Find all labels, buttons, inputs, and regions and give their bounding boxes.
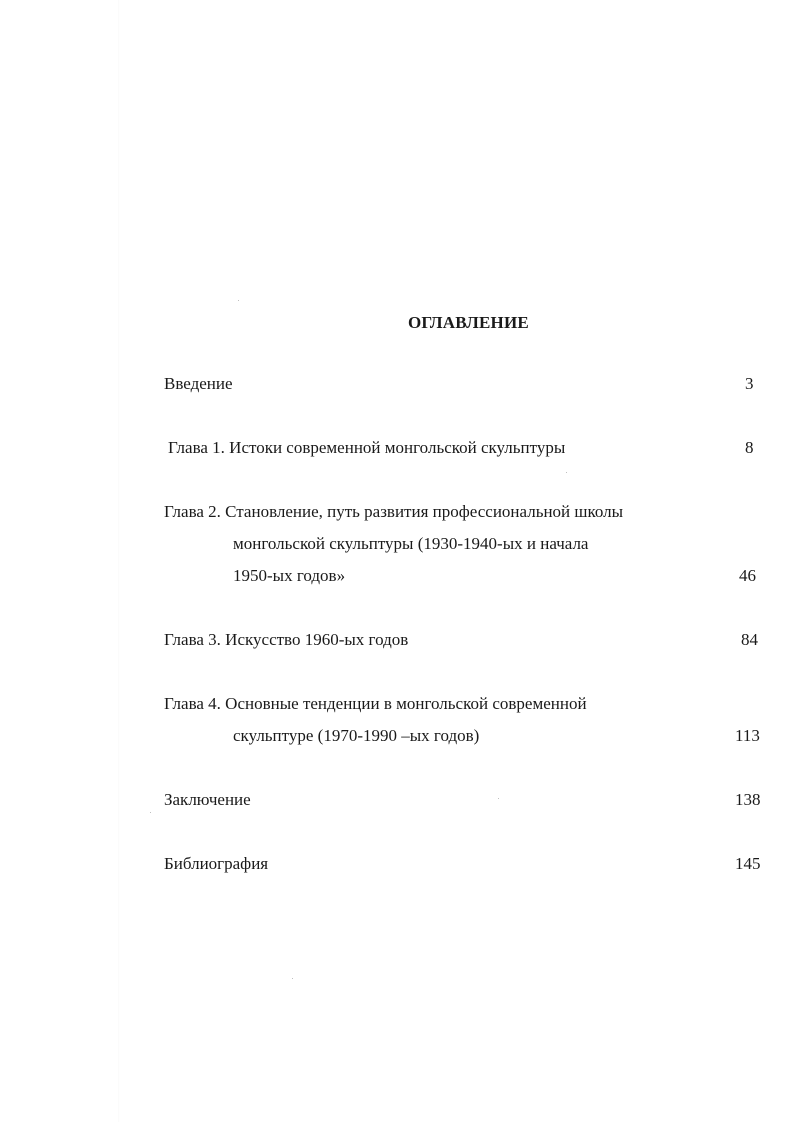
toc-title: ОГЛАВЛЕНИЕ bbox=[408, 313, 529, 332]
toc-entry-chapter4-page: 113 bbox=[735, 726, 760, 745]
scan-speck bbox=[150, 812, 151, 813]
toc-entry-intro-label: Введение bbox=[164, 374, 233, 393]
toc-entry-bibliography-label: Библиография bbox=[164, 854, 269, 873]
toc-entry-chapter2-line3: 1950-ых годов» bbox=[233, 566, 346, 585]
toc-entry-chapter1-label: Глава 1. Истоки современной монгольской скульптуры bbox=[168, 438, 566, 457]
scan-speck bbox=[498, 798, 499, 799]
toc-entry-conclusion-label: Заключение bbox=[164, 790, 251, 809]
scan-speck bbox=[292, 978, 293, 979]
toc-entry-conclusion-page: 138 bbox=[735, 790, 761, 809]
toc-entry-chapter4-line1: Глава 4. Основные тенденции в монгольской современной bbox=[164, 694, 587, 713]
toc-entry-chapter3-page: 84 bbox=[741, 630, 758, 649]
toc-entry-chapter1-page: 8 bbox=[745, 438, 754, 457]
toc-entry-chapter4-line2: скульптуре (1970-1990 –ых годов) bbox=[233, 726, 480, 745]
scan-shadow bbox=[118, 0, 120, 1122]
toc-entry-intro-page: 3 bbox=[745, 374, 754, 393]
toc-entry-chapter2-page: 46 bbox=[739, 566, 756, 585]
toc-entry-chapter2-line1: Глава 2. Становление, путь развития профессиональной школы bbox=[164, 502, 624, 521]
toc-entry-chapter3-label: Глава 3. Искусство 1960-ых годов bbox=[164, 630, 409, 649]
scan-speck bbox=[566, 472, 567, 473]
toc-entry-chapter2-line2: монгольской скульптуры (1930-1940-ых и начала bbox=[233, 534, 589, 553]
toc-entry-bibliography-page: 145 bbox=[735, 854, 761, 873]
scan-speck bbox=[238, 300, 239, 301]
